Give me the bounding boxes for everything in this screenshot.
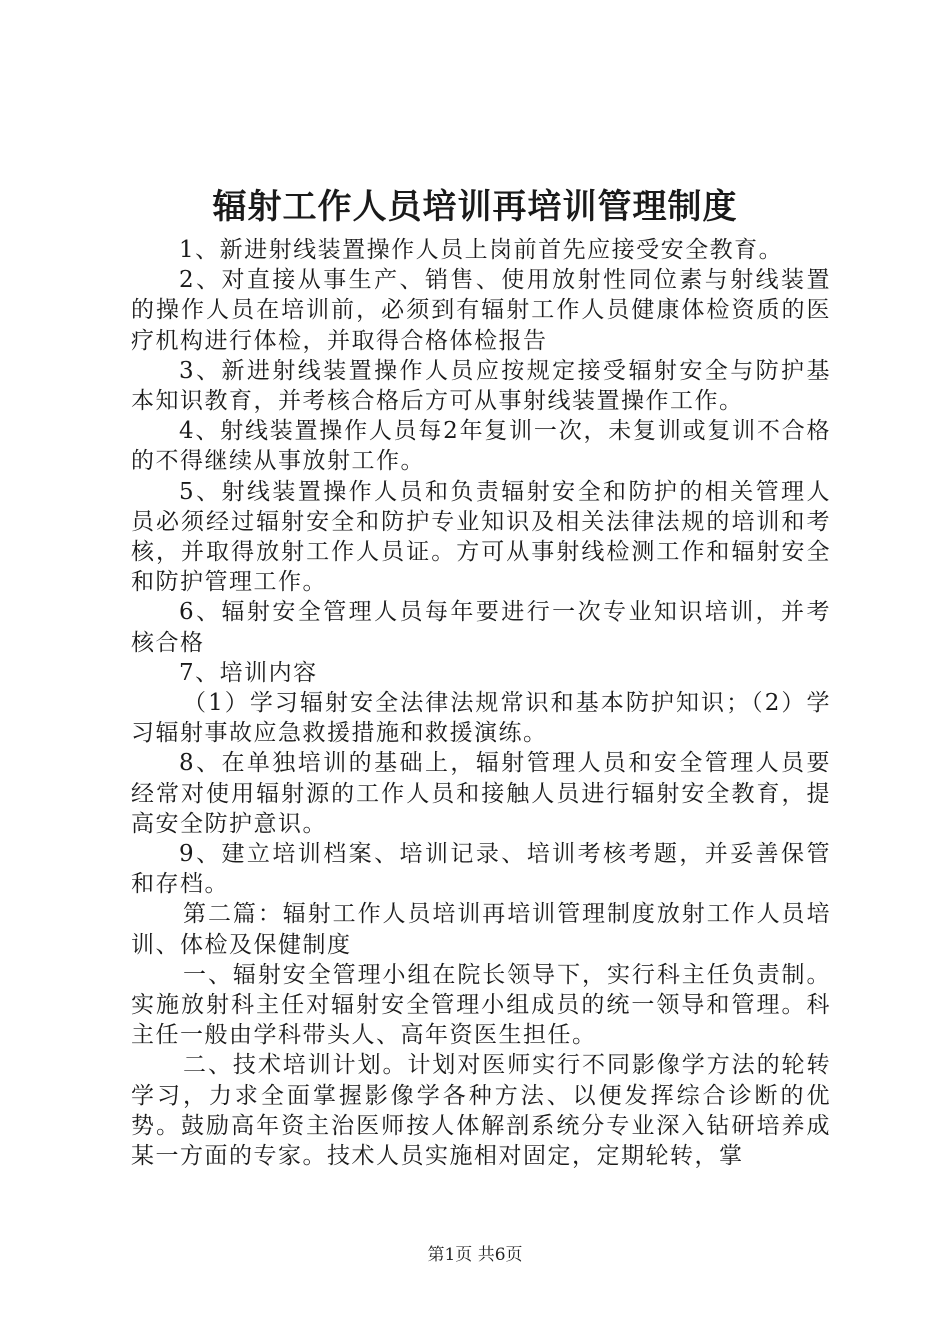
paragraph-part-two-2: 二、技术培训计划。计划对医师实行不同影像学方法的轮转学习，力求全面掌握影像学各种方法、以便发挥综合诊断的优势。鼓励高年资主治医师按人体解剖系统分专业深入钻研培养成某一方面的专家。技术人员实施相对固定，定期轮转，掌 [131,1052,831,1170]
page-footer: 第1页 共6页 [427,1245,523,1265]
paragraph-7: 7、培训内容 [179,659,318,686]
paragraph-1: 1、新进射线装置操作人员上岗前首先应接受安全教育。 [179,237,784,263]
paragraph-8: 8、在单独培训的基础上，辐射管理人员和安全管理人员要经常对使用辐射源的工作人员和接触人员进行辐射安全教育，提高安全防护意识。 [131,750,831,837]
paragraph-2: 2、对直接从事生产、销售、使用放射性同位素与射线装置的操作人员在培训前，必须到有辐射工作人员健康体检资质的医疗机构进行体检，并取得合格体检报告 [131,267,831,354]
section-heading-part-two: 第二篇：辐射工作人员培训再培训管理制度放射工作人员培训、体检及保健制度 [131,901,831,958]
paragraph-part-two-1: 一、辐射安全管理小组在院长领导下，实行科主任负责制。实施放射科主任对辐射安全管理小组成员的统一领导和管理。科主任一般由学科带头人、高年资医生担任。 [131,961,831,1049]
document-title: 辐射工作人员培训再培训管理制度 [212,187,738,227]
document-body [131,235,831,1171]
paragraph-5: 5、射线装置操作人员和负责辐射安全和防护的相关管理人员必须经过辐射安全和防护专业知识及相关法律法规的培训和考核，并取得放射工作人员证。方可从事射线检测工作和辐射安全和防护管理工作。 [131,478,831,596]
paragraph-6: 6、辐射安全管理人员每年要进行一次专业知识培训，并考核合格 [131,599,831,656]
paragraph-3: 3、新进射线装置操作人员应按规定接受辐射安全与防护基本知识教育，并考核合格后方可从事射线装置操作工作。 [131,357,831,415]
paragraph-7-content: （1）学习辐射安全法律法规常识和基本防护知识；（2）学习辐射事故应急救援措施和救援演练。 [131,690,831,747]
paragraph-9: 9、建立培训档案、培训记录、培训考核考题，并妥善保管和存档。 [131,841,831,898]
paragraph-4: 4、射线装置操作人员每2年复训一次，未复训或复训不合格的不得继续从事放射工作。 [131,418,831,475]
